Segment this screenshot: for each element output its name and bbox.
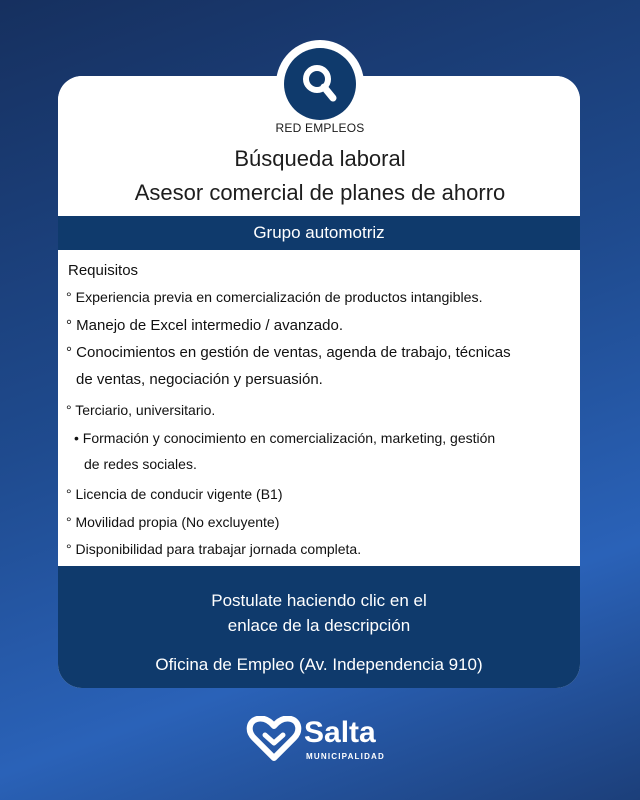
requirement-item: ° Manejo de Excel intermedio / avanzado. [66,317,343,334]
requirement-item: ° Licencia de conducir vigente (B1) [66,486,283,502]
requirement-item: • Formación y conocimiento en comercialización, marketing, gestión [74,430,496,446]
company-band: Grupo automotriz [58,216,580,250]
search-icon [302,64,338,104]
salta-logo [246,714,396,762]
requirement-item-continued: de ventas, negociación y persuasión. [76,371,323,388]
brand-label: RED EMPLEOS [275,121,365,135]
requirement-item: ° Experiencia previa en comercialización de productos intangibles. [66,290,483,306]
cta-line-1: Postulate haciendo clic en el [211,591,427,610]
logo-subtitle: MUNICIPALIDAD [306,752,386,761]
requirement-item: ° Movilidad propia (No excluyente) [66,514,280,530]
heart-icon [246,716,302,762]
badge-circle-inner [284,48,356,120]
office-address: Oficina de Empleo (Av. Independencia 910) [155,655,483,674]
requirement-item-continued: de redes sociales. [84,456,197,472]
requirement-item: ° Conocimientos en gestión de ventas, agenda de trabajo, técnicas [66,344,511,361]
position-title: Asesor comercial de planes de ahorro [134,180,506,205]
requirements-heading: Requisitos [68,262,139,279]
page-title: Búsqueda laboral [234,146,406,171]
cta-line-2: enlace de la descripción [227,616,411,635]
badge-circle [276,40,364,128]
requirement-item: ° Disponibilidad para trabajar jornada completa. [66,541,362,557]
requirement-item: ° Terciario, universitario. [66,402,216,418]
logo-wordmark: Salta [304,716,376,749]
